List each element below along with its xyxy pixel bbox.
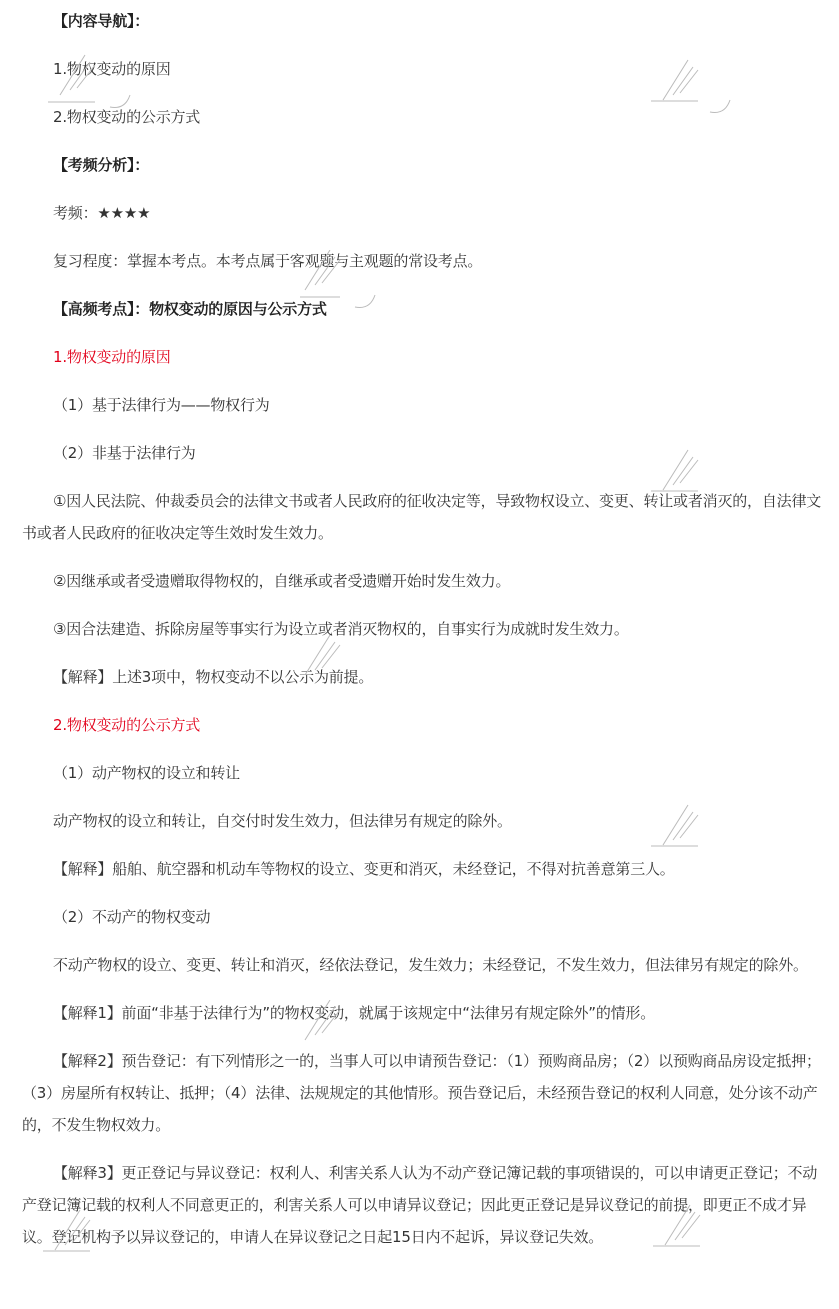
- section2-sub2-text: 不动产物权的设立、变更、转让和消灭，经依法登记，发生效力；未经登记，不发生效力，但法律另有规定的除外。: [53, 956, 808, 974]
- section1-item-1: ①因人民法院、仲裁委员会的法律文书或者人民政府的征收决定等，导致物权设立、变更、转让或者消灭的，自法律文书或者人民政府的征收决定等生效时发生效力。: [22, 492, 822, 542]
- section2-title: 2.物权变动的公示方式: [53, 716, 201, 734]
- section1-sub1: （1）基于法律行为——物权行为: [53, 396, 270, 414]
- section1-item-2: ②因继承或者受遗赠取得物权的，自继承或者受遗赠开始时发生效力。: [53, 572, 511, 590]
- section2-note-3: 【解释3】更正登记与异议登记：权利人、利害关系人认为不动产登记簿记载的事项错误的，可以申请更正登记；不动产登记簿记载的权利人不同意更正的，利害关系人可以申请异议登记；因此更正登记是异议登记的前提，即更正不成才异议。登记机构予以异议登记的，申请人在异议登记之日起15日内不起诉，异议登记失效。: [22, 1164, 818, 1246]
- section1-sub2: （2）非基于法律行为: [53, 444, 196, 462]
- section2-sub1: （1）动产物权的设立和转让: [53, 764, 240, 782]
- nav-item-2: 2.物权变动的公示方式: [53, 108, 201, 126]
- nav-item-1: 1.物权变动的原因: [53, 60, 171, 78]
- section2-note-2: 【解释2】预告登记：有下列情形之一的，当事人可以申请预告登记：（1）预购商品房；（2）以预购商品房设定抵押；（3）房屋所有权转让、抵押；（4）法律、法规规定的其他情形。预告登记后，未经预告登记的权利人同意，处分该不动产的，不发生物权效力。: [22, 1052, 821, 1134]
- review-level: 复习程度：掌握本考点。本考点属于客观题与主观题的常设考点。: [53, 252, 483, 270]
- section2-sub2: （2）不动产的物权变动: [53, 908, 211, 926]
- frequency-rating: 考频：★★★★: [53, 204, 151, 222]
- section1-title: 1.物权变动的原因: [53, 348, 171, 366]
- section2-sub1-text: 动产物权的设立和转让，自交付时发生效力，但法律另有规定的除外。: [53, 812, 512, 830]
- nav-heading: 【内容导航】：: [53, 12, 150, 30]
- section2-note-1: 【解释1】前面“非基于法律行为”的物权变动，就属于该规定中“法律另有规定除外”的情形。: [53, 1004, 656, 1022]
- section2-sub1-note: 【解释】船舶、航空器和机动车等物权的设立、变更和消灭，未经登记，不得对抗善意第三人。: [53, 860, 675, 878]
- section1-item-3: ③因合法建造、拆除房屋等事实行为设立或者消灭物权的，自事实行为成就时发生效力。: [53, 620, 629, 638]
- freq-heading: 【考频分析】：: [53, 156, 150, 174]
- section1-note: 【解释】上述3项中，物权变动不以公示为前提。: [53, 668, 374, 686]
- topic-heading: 【高频考点】：物权变动的原因与公示方式: [53, 300, 327, 318]
